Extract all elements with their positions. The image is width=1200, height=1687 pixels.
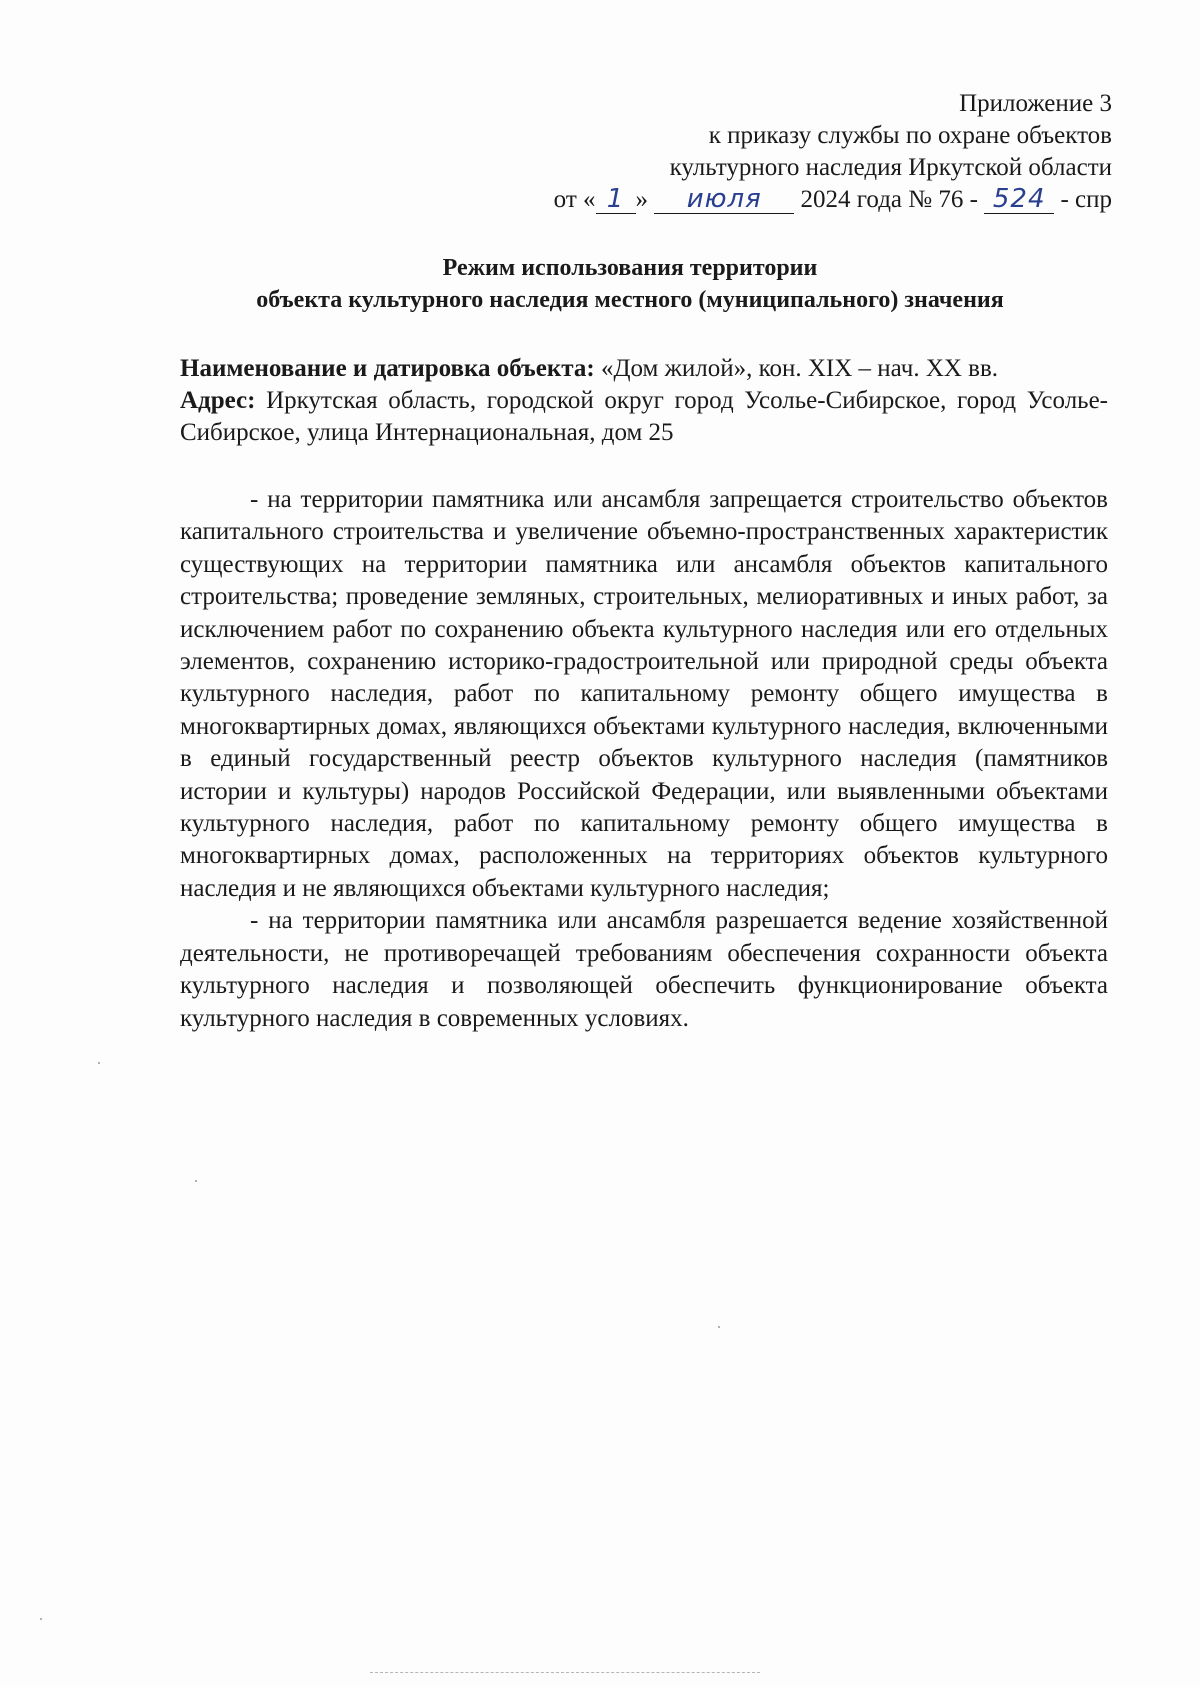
date-prefix: от «: [553, 186, 596, 213]
object-meta: [180, 353, 1108, 449]
paragraph-prohibitions: - на территории памятника или ансамбля запрещается строительство объектов капитального строительства и увеличение объемно-пространственных характеристик существующих на территории памятника или ансамбля объектов капитального строительства; проведение земляных, строительных, мелиоративных и иных работ, за исключением работ по сохранению объекта культурного наследия или его отдельных элементов, сохранению историко-градостроительной или природной среды объекта культурного наследия, работ по капитальному ремонту общего имущества в многоквартирных домах, являющихся объектами культурного наследия, включенными в единый государственный реестр объектов культурного наследия (памятников истории и культуры) народов Российской Федерации, или выявленными объектами культурного наследия, работ по капитальному ремонту общего имущества в многоквартирных домах, расположенных на территориях объектов культурного наследия и не являющихся объектами культурного наследия;: [180, 486, 1108, 902]
annex-header: [412, 88, 1112, 216]
date-year: 2024 года № 76 -: [800, 186, 978, 213]
scan-speck: [718, 1326, 720, 1328]
scan-speck: [40, 1618, 42, 1620]
object-address-label: Адрес:: [180, 387, 256, 414]
title-line-2: объекта культурного наследия местного (муниципального) значения: [256, 287, 1004, 313]
paragraph-permissions: - на территории памятника или ансамбля разрешается ведение хозяйственной деятельности, не противоречащей требованиям обеспечения сохранности объекта культурного наследия и позволяющей обеспечить функционирование объекта культурного наследия в современных условиях.: [180, 907, 1108, 1032]
scan-speck: [98, 1062, 100, 1064]
regime-text: [180, 484, 1108, 1035]
object-address-value: Иркутская область, городской округ город Усолье-Сибирское, город Усолье-Сибирское, улица Интернациональная, дом 25: [180, 387, 1109, 446]
date-mid: »: [635, 186, 649, 213]
scan-footer-artifact: [370, 1672, 760, 1673]
annex-order-ref: к приказу службы по охране объектов: [708, 122, 1112, 149]
handwritten-order-number: 524: [984, 185, 1054, 214]
object-address-row: [180, 385, 1108, 449]
handwritten-day: 1: [596, 185, 636, 214]
annex-authority: культурного наследия Иркутской области: [669, 154, 1112, 181]
object-name-label: Наименование и датировка объекта:: [180, 355, 595, 382]
object-name-row: [180, 353, 1108, 385]
document-title: [150, 252, 1110, 316]
annex-number: Приложение 3: [959, 90, 1112, 117]
order-suffix: - спр: [1060, 186, 1112, 213]
annex-date-line: [412, 184, 1112, 216]
object-name-value: «Дом жилой», кон. XIX – нач. XX вв.: [600, 355, 999, 382]
title-line-1: Режим использования территории: [442, 255, 818, 281]
scan-speck: [195, 1180, 197, 1182]
handwritten-month: июля: [654, 185, 794, 214]
